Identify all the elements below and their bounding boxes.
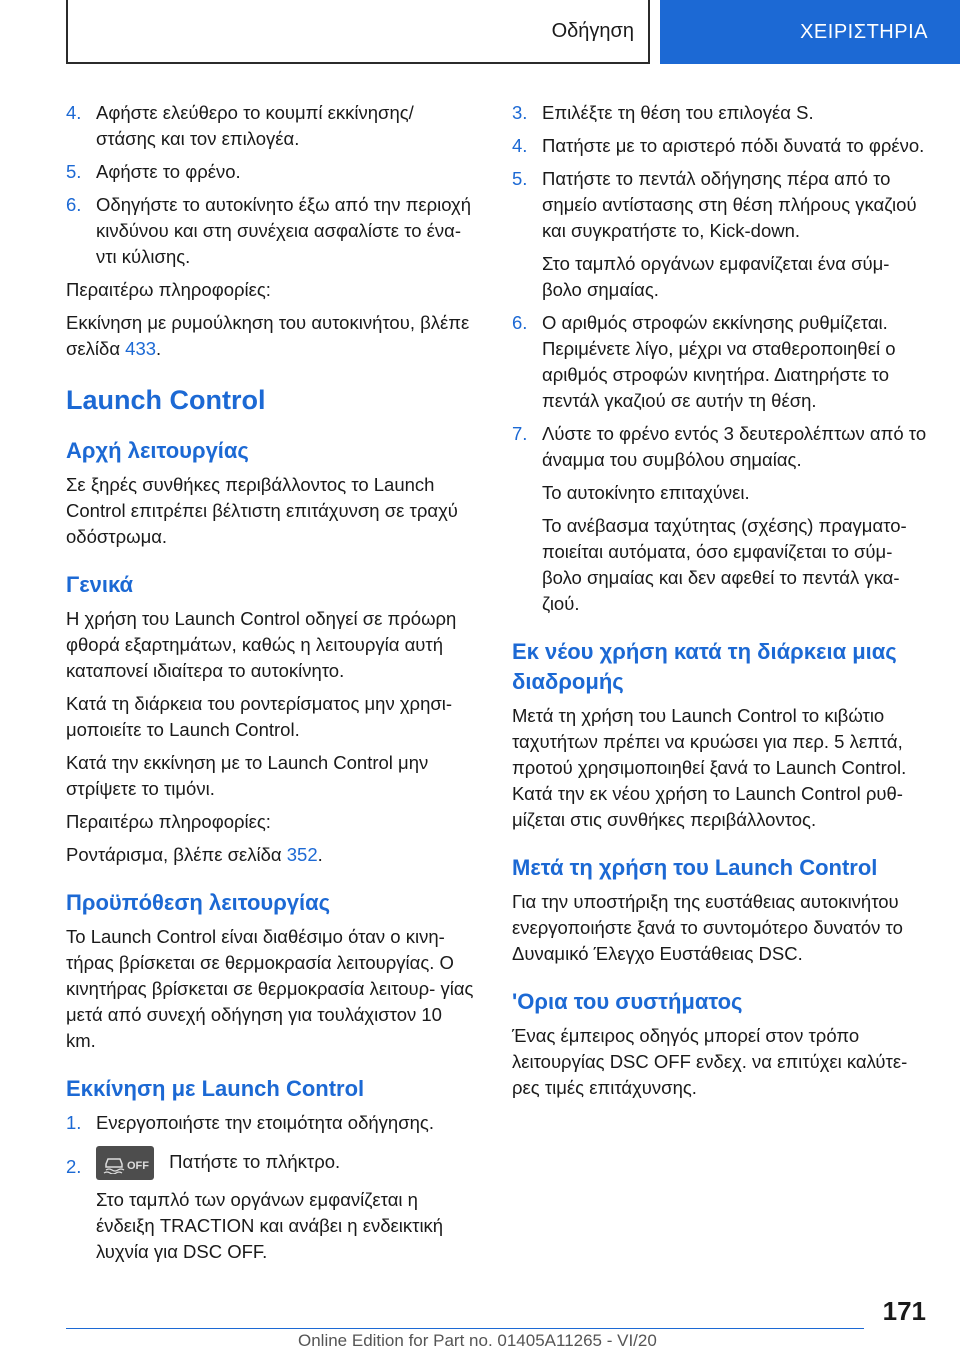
dsc-off-button-icon: OFF	[96, 1146, 154, 1180]
start-step-7-note-2: Το ανέβασμα ταχύτητας (σχέσης) πραγματο- ποιείται αυτόματα, όσο εμφανίζεται το σύμ- βολο σημαίας και δεν αφεθεί το πεντάλ γκα- ζιού.	[542, 515, 907, 614]
step-5: 5. Αφήστε το φρένο.	[66, 161, 241, 182]
start-step-5-note: Στο ταμπλό οργάνων εμφανίζεται ένα σύμ- βολο σημαίας.	[542, 253, 890, 300]
heading-start-with-launch-control: Εκκίνηση με Launch Control	[66, 1076, 365, 1101]
step-4: 4. Αφήστε ελεύθερο το κουμπί εκκίνησης/ στάσης και τον επιλογέα.	[66, 102, 414, 149]
reference-tow-start: Εκκίνηση με ρυμούλκηση του αυτοκινήτου, βλέπε σελίδα 433.	[66, 312, 470, 359]
more-info-label-2: Περαιτέρω πληροφορίες:	[66, 811, 271, 832]
prerequisite-text: Το Launch Control είναι διαθέσιμο όταν ο κινη- τήρας βρίσκεται σε θερμοκρασία λειτουργίας. Ο κινητήρας βρίσκεται σε θερμοκρασία λειτουρ- γίας μετά από συνεχή οδήγηση για τουλάχιστον 10 km.	[66, 926, 474, 1051]
general-text-1: Η χρήση του Launch Control οδηγεί σε πρόωρη φθορά εξαρτημάτων, καθώς η λειτουργία αυτή καταπονεί ιδιαίτερα το αυτοκίνητο.	[66, 608, 457, 681]
heading-prerequisite: Προϋπόθεση λειτουργίας	[66, 890, 331, 915]
more-info-label: Περαιτέρω πληροφορίες:	[66, 279, 271, 300]
start-step-7-note-1: Το αυτοκίνητο επιταχύνει.	[542, 482, 750, 503]
reference-break-in: Ροντάρισμα, βλέπε σελίδα 352.	[66, 844, 323, 865]
start-step-5: 5. Πατήστε το πεντάλ οδήγησης πέρα από το σημείο αντίστασης στη θέση πλήρους γκαζιού και συγκρατήστε το, Kick-down.	[512, 168, 917, 241]
start-step-3: 3. Επιλέξτε τη θέση του επιλογέα S.	[512, 102, 814, 123]
header-section-tab	[66, 0, 650, 64]
start-step-7: 7. Λύστε το φρένο εντός 3 δευτερολέπτων από το άναμμα του συμβόλου σημαίας.	[512, 423, 927, 470]
heading-launch-control: Launch Control	[66, 385, 266, 415]
heading-reuse: Εκ νέου χρήση κατά τη διάρκεια μιας διαδρομής	[512, 639, 897, 694]
principle-text: Σε ξηρές συνθήκες περιβάλλοντος το Launch Control επιτρέπει βέλτιστη επιτάχυνση σε τραχύ οδόστρωμα.	[66, 474, 458, 547]
header-section-title: Οδήγηση	[551, 19, 634, 42]
start-step-4: 4. Πατήστε με το αριστερό πόδι δυνατά το φρένο.	[512, 135, 925, 156]
left-column	[66, 100, 476, 1272]
header-chapter-tab	[660, 0, 960, 64]
traction-car-icon	[103, 1152, 125, 1174]
start-step-2: 2. OFF Πατήστε το πλήκτρο.	[66, 1146, 476, 1180]
footer-divider	[66, 1328, 864, 1329]
step-6: 6. Οδηγήστε το αυτοκίνητο έξω από την περιοχή κινδύνου και στη συνέχεια ασφαλίστε το ένα- ντι κύλισης.	[66, 194, 472, 267]
heading-general: Γενικά	[66, 572, 134, 597]
heading-system-limits: 'Ορια του συστήματος	[512, 989, 743, 1014]
heading-after-use: Μετά τη χρήση του Launch Control	[512, 855, 878, 880]
header-chapter-title: ΧΕΙΡΙΣΤΗΡΙΑ	[800, 20, 928, 43]
start-step-6: 6. Ο αριθμός στροφών εκκίνησης ρυθμίζεται. Περιμένετε λίγο, μέχρι να σταθεροποιηθεί ο αριθμός στροφών κινητήρα. Διατηρήστε το πεντάλ γκαζιού σε αυτήν τη θέση.	[512, 312, 896, 411]
system-limits-text: Ένας έμπειρος οδηγός μπορεί στον τρόπο λειτουργίας DSC OFF ενδεχ. να επιτύχει καλύτε- ρες τιμές επιτάχυνσης.	[512, 1025, 908, 1098]
footer-edition: Online Edition for Part no. 01405A11265 - VI/20	[298, 1331, 657, 1350]
start-step-1: 1. Ενεργοποιήστε την ετοιμότητα οδήγησης.	[66, 1112, 434, 1133]
page-number: 171	[882, 1296, 926, 1326]
page-link-433[interactable]: 433	[125, 338, 157, 359]
reuse-text: Μετά τη χρήση του Launch Control το κιβώτιο ταχυτήτων πρέπει να κρυώσει για περ. 5 λεπτά, προτού χρησιμοποιηθεί ξανά το Launch Control. Κατά την εκ νέου χρήση το Launch Control ρυθ- μίζεται στις συνθήκες περιβάλλοντος.	[512, 705, 907, 830]
page-link-352[interactable]: 352	[286, 844, 318, 865]
heading-principle: Αρχή λειτουργίας	[66, 438, 249, 463]
right-column	[512, 100, 932, 1108]
after-use-text: Για την υποστήριξη της ευστάθειας αυτοκινήτου ενεργοποιήστε ξανά το συντομότερο δυνατόν το Δυναμικό Έλεγχο Ευστάθειας DSC.	[512, 891, 903, 964]
general-text-2: Κατά τη διάρκεια του ροντερίσματος μην χρησι- μοποιείτε το Launch Control.	[66, 693, 453, 740]
start-step-2-note: Στο ταμπλό των οργάνων εμφανίζεται η ένδειξη TRACTION και ανάβει η ενδεικτική λυχνία για DSC OFF.	[96, 1189, 444, 1262]
general-text-3: Κατά την εκκίνηση με το Launch Control μην στρίψετε το τιμόνι.	[66, 752, 429, 799]
